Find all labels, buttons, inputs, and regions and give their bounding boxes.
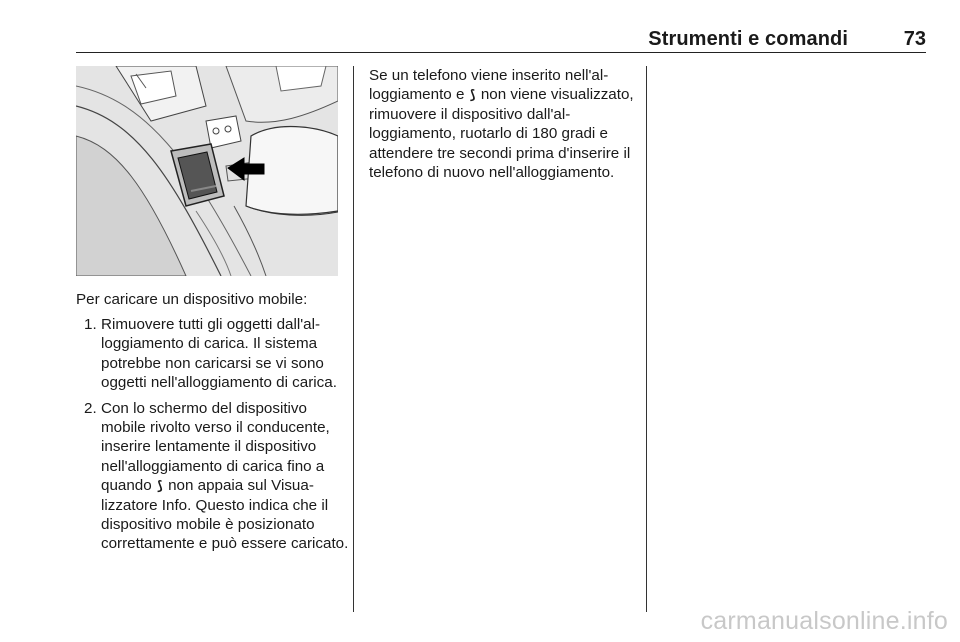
wireless-charging-icon: ⟆ — [156, 478, 163, 494]
step-text-after-icon: non appaia sul Visualizzatore Info. Questo indica che il dispositivo mobile è posizionato correttamente e può essere caricato. — [101, 477, 349, 553]
column-divider-left — [353, 66, 354, 612]
section-title: Strumenti e comandi — [648, 28, 848, 50]
paragraph-text-after-icon: non viene visualizzato, rimuovere il dispositivo dall'alloggiamento, ruotarlo di 180 gradi e attendere tre secondi prima d'inserire il telefono di nuovo nell'alloggiamento. — [369, 86, 634, 182]
intro-text: Per caricare un dispositivo mobile: — [76, 291, 308, 308]
steps-list — [76, 315, 351, 560]
step-text: Rimuovere tutti gli oggetti dall'alloggiamento di carica. Il sistema potrebbe non caricarsi se vi sono oggetti nell'alloggiamento di carica. — [101, 316, 337, 392]
watermark: carmanualsonline.info — [700, 607, 948, 635]
right-column-paragraph — [369, 66, 641, 182]
list-item — [76, 315, 351, 393]
step-number: 1. — [84, 316, 97, 333]
wireless-charging-icon: ⟆ — [469, 87, 476, 103]
page-number: 73 — [903, 28, 926, 50]
column-divider-right — [646, 66, 647, 612]
charging-bay-illustration — [76, 66, 338, 276]
step-text-before-icon: Con lo schermo del dispositivo mobile rivolto verso il conducente, inserire lentamente il dispositivo nell'alloggiamento di carica fino a quando — [101, 399, 330, 495]
paragraph-text-before-icon: Se un telefono viene inserito nell'alloggiamento e — [369, 67, 609, 104]
step-number: 2. — [84, 399, 97, 417]
page-header — [76, 26, 926, 53]
list-item — [76, 399, 351, 554]
